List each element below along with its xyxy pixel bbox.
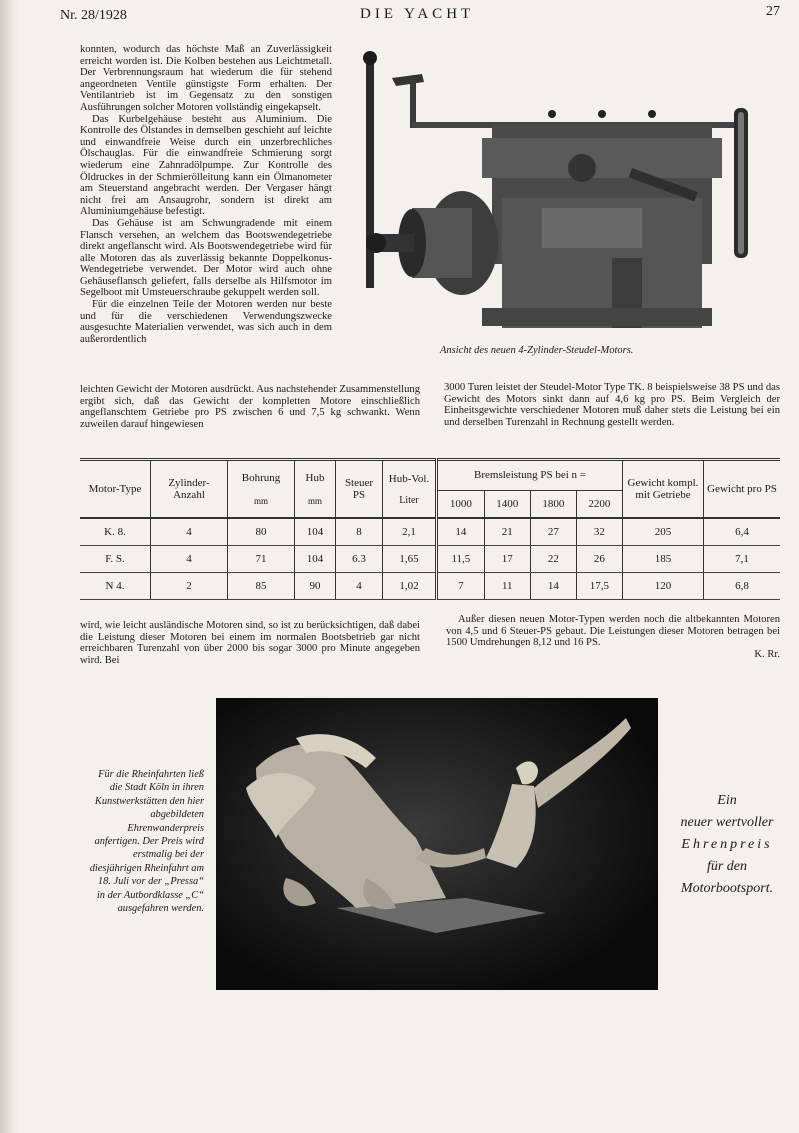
rpm-header: 2200 [576,490,622,518]
col-header-stroke: Hub mm [295,460,336,519]
cell-cyl: 4 [151,518,228,546]
paragraph: leichten Gewicht der Motoren ausdrückt. Aus nachstehender Zusammenstellung ergibt sich, daß das Gewicht der kompletten Motore einschließlich angeflanschtem Getriebe pro PS zwischen 6 und 7,5 kg schwankt. Wenn zuweilen darauf hingewiesen [80,384,420,430]
table-row [80,518,780,546]
cell-type: K. 8. [80,518,151,546]
col-header-perps: Gewicht pro PS [704,460,781,519]
engine-spec-table [80,458,780,600]
cell-weight: 120 [623,573,704,600]
cell-bore: 85 [228,573,295,600]
paragraph: Außer diesen neuen Motor-Typen werden noch die altbekannten Motoren von 4,5 und 6 Steuer-PS gebaut. Die Leistungen dieser Motoren betragen bei 1500 Umdrehungen 8,12 und 16 PS. [446,614,780,649]
cell-cyl: 2 [151,573,228,600]
cell-power: 27 [530,518,576,546]
caption-line: Ein [717,793,737,808]
col-header-type: Motor-Type [88,483,142,495]
cell-bore: 80 [228,518,295,546]
cell-perps: 6,4 [704,518,781,546]
magazine-title: DIE YACHT [360,6,475,22]
trophy-caption-right [664,790,790,900]
rpm-header: 1400 [484,490,530,518]
article-text-bottom-right [446,614,780,660]
caption-line: Ehrenpreis [681,837,773,852]
table-row [80,573,780,600]
table-row [80,546,780,573]
caption-line: Motorbootsport. [680,881,774,896]
cell-weight: 205 [623,518,704,546]
article-text-right: 3000 Turen leistet der Steudel-Motor Type TK. 8 beispielsweise 38 PS und das Gewicht des Motors sinkt dann auf 4,6 kg pro PS. Beim Vergleich der Einheitsgewichte verschiedener Motoren muß daher stets die Leistung bei ein und derselben Turenzahl in Rechnung gestellt werden. [444,382,780,428]
cell-vol: 2,1 [383,518,437,546]
paragraph: Das Kurbelgehäuse besteht aus Aluminium. Die Kontrolle des Ölstandes in demselben geschieht auf leichte und einwandfreie Weise durch ein unzerbrechliches Ölschauglas. Für die einwandfreie Schmierung sorgt wiederum eine Zahnradölpumpe. Zur Kontrolle des Öldruckes in der Schmierölleitung kann ein Ölmanometer am Steuerstand angebracht werden. Der Vergaser hängt nicht frei am Ansaugrohr, sondern ist direkt am Aluminiumgehäuse befestigt. [80,113,332,218]
cell-power: 22 [530,546,576,573]
cell-power: 14 [530,573,576,600]
col-header-cyl: Zylinder-Anzahl [151,460,228,519]
rpm-header: 1000 [437,490,485,518]
trophy-photo [216,698,658,990]
cell-weight: 185 [623,546,704,573]
col-header-weight: Gewicht kompl. mit Getriebe [623,460,704,519]
cell-cyl: 4 [151,546,228,573]
cell-power: 32 [576,518,622,546]
cell-power: 17,5 [576,573,622,600]
cell-stroke: 104 [295,518,336,546]
cell-stroke: 90 [295,573,336,600]
article-column-left [80,44,332,345]
table-header-row [80,460,780,491]
page-header [60,4,780,26]
caption-line: neuer wertvoller [680,815,774,830]
cell-power: 11 [484,573,530,600]
article-text-bottom-left: wird, wie leicht ausländische Motoren sind, so ist zu berücksichtigen, daß dabei die Leistung dieser Motoren bei einem im normalen Bootsbetrieb gar nicht erreichbaren Turenzahl von über 2000 bis sogar 3000 pro Minute angegeben wird. Bei [80,620,420,666]
cell-bore: 71 [228,546,295,573]
cell-stroke: 104 [295,546,336,573]
cell-type: F. S. [80,546,151,573]
cell-power: 17 [484,546,530,573]
cell-tax: 4 [336,573,383,600]
paragraph: Das Gehäuse ist am Schwungradende mit einem Flansch versehen, an welchem das Bootswendegetriebe direkt angeflanscht wird. Als Bootswendegetriebe wird für alle Motoren das als zuverlässig bekannte Doppelkonus-Wendegetriebe verwendet. Der Motor wird auch ohne Gehäuseflansch geliefert, falls derselbe als Hilfsmotor im Segelboot mit Umsteuerschraube gekuppelt werden soll. [80,217,332,299]
rpm-header: 1800 [530,490,576,518]
cell-type: N 4. [80,573,151,600]
cell-power: 21 [484,518,530,546]
page-number: 27 [766,4,780,19]
cell-power: 14 [437,518,485,546]
cell-tax: 8 [336,518,383,546]
cell-tax: 6.3 [336,546,383,573]
author-signature: K. Rr. [754,648,780,660]
issue-number: Nr. 28/1928 [60,8,127,23]
cell-perps: 7,1 [704,546,781,573]
paragraph: Für die einzelnen Teile der Motoren werden nur beste und für die verschiedenen Verwendungszwecke ausgesuchte Materialien verwendet, was sich auch in dem außerordentlich [80,299,332,345]
page-fold-shadow [0,0,18,1133]
engine-caption: Ansicht des neuen 4-Zylinder-Steudel-Motors. [440,345,634,356]
paragraph: konnten, wodurch das höchste Maß an Zuverlässigkeit erreicht worden ist. Die Kolben bestehen aus Leichtmetall. Der Verbrennungsraum hat wiederum die für stehend angeordneten Ventile günstigste Form erhalten. Der Ventilantrieb ist im Gegensatz zu den sonstigen Ausführungen solcher Motoren vollständig eingekapselt. [80,44,332,113]
cell-power: 26 [576,546,622,573]
cell-vol: 1,65 [383,546,437,573]
cell-perps: 6,8 [704,573,781,600]
cell-power: 11,5 [437,546,485,573]
col-header-tax: Steuer PS [336,460,383,519]
engine-photo [352,48,762,338]
col-header-vol: Hub-Vol. Liter [383,460,437,519]
caption-line: für den [706,859,748,874]
col-header-brake: Bremsleistung PS bei n = [437,460,623,491]
cell-power: 7 [437,573,485,600]
col-header-bore: Bohrung mm [228,460,295,519]
cell-vol: 1,02 [383,573,437,600]
trophy-caption-left: Für die Rheinfahrten ließ die Stadt Köln in ihren Kunstwerkstätten den hier abgebildeten Ehrenwanderpreis anfertigen. Der Preis wird erstmalig bei der diesjährigen Rheinfahrt am 18. Juli vor der „Pressa“ in der Autbordklasse „C“ ausgefahren werden. [89,769,204,915]
